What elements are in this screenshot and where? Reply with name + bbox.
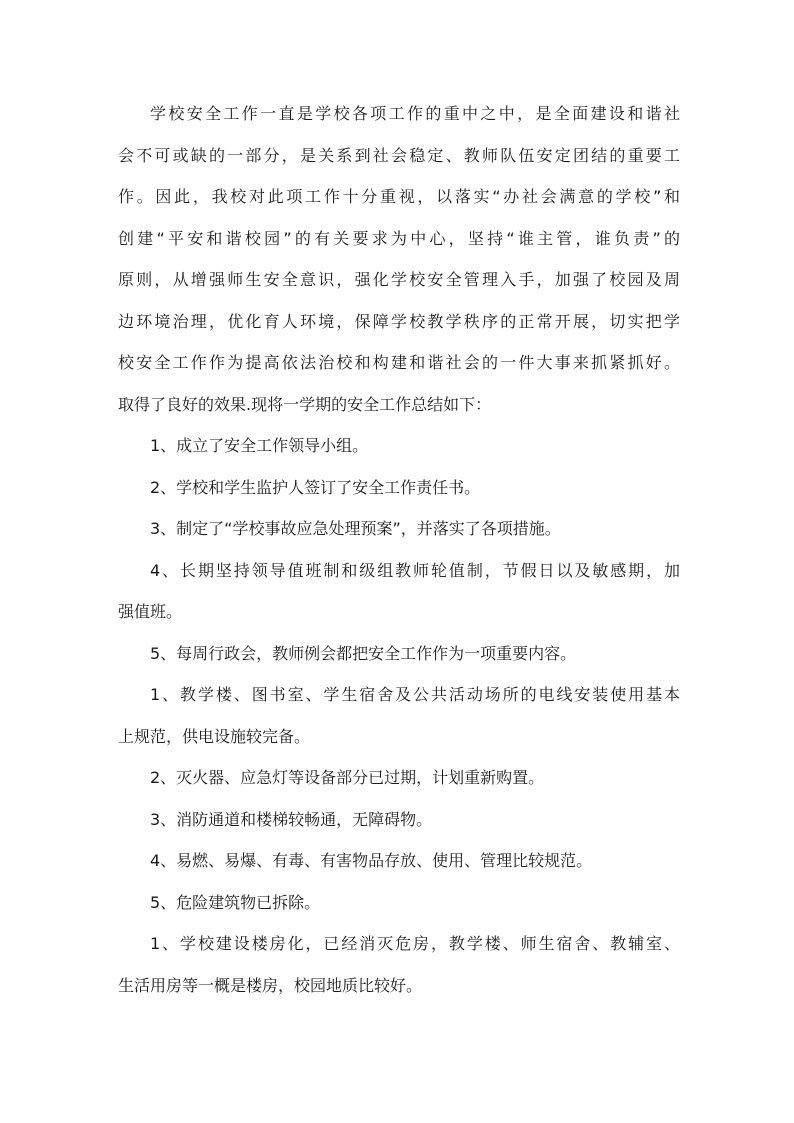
list-item	[118, 848, 680, 890]
list-item	[118, 516, 680, 558]
list-item-text: 2、学校和学生监护人签订了安全工作责任书。	[150, 477, 481, 497]
text-line: 取得了良好的效果.现将一学期的安全工作总结如下：	[118, 394, 492, 414]
list-item	[118, 890, 680, 932]
text-line: 作。因此，我校对此项工作十分重视，以落实“办社会满意的学校”和	[118, 187, 680, 206]
list-item-text: 4、易燃、易爆、有毒、有害物品存放、使用、管理比较规范。	[150, 851, 593, 870]
list-item-text: 1、成立了安全工作领导小组。	[150, 436, 369, 455]
list-item-text: 5、每周行政会，教师例会都把安全工作作为一项重要内容。	[150, 643, 577, 663]
list-item	[118, 807, 680, 849]
list-item-text: 3、制定了“学校事故应急处理预案”，并落实了各项措施。	[150, 519, 561, 538]
list-item-text: 强值班。	[118, 602, 183, 621]
text-line: 会不可或缺的一部分，是关系到社会稳定、教师队伍安定团结的重要工	[118, 145, 680, 165]
list-item	[118, 641, 680, 683]
text-line: 校安全工作作为提高依法治校和构建和谐社会的一件大事来抓紧抓好。	[118, 353, 680, 372]
list-item-text: 1、教学楼、图书室、学生宿舍及公共活动场所的电线安装使用基本	[150, 685, 680, 704]
list-item	[118, 475, 680, 517]
document-body	[118, 101, 680, 1014]
list-item	[118, 682, 680, 765]
list-item-text: 4、长期坚持领导值班制和级组教师轮值制，节假日以及敏感期，加	[150, 560, 680, 580]
list-item-text: 3、消防通道和楼梯较畅通，无障碍物。	[150, 809, 433, 829]
intro-paragraph	[118, 101, 680, 433]
text-line: 边环境治理，优化育人环境，保障学校教学秩序的正常开展，切实把学	[118, 311, 680, 331]
list-item-text: 上规范，供电设施较完备。	[118, 726, 311, 746]
list-item	[118, 558, 680, 641]
text-line: 学校安全工作一直是学校各项工作的重中之中，是全面建设和谐社	[150, 104, 680, 123]
list-item	[118, 433, 680, 475]
list-item	[118, 765, 680, 807]
list-item-text: 2、灭火器、应急灯等设备部分已过期，计划重新购置。	[150, 768, 545, 787]
text-line: 创建“平安和谐校园”的有关要求为中心，坚持“谁主管，谁负责”的	[118, 228, 680, 248]
list-item	[118, 931, 680, 1014]
list-item-text: 生活用房等一概是楼房，校园地质比较好。	[118, 975, 423, 995]
list-item-text: 5、危险建筑物已拆除。	[150, 892, 321, 912]
text-line: 原则，从增强师生安全意识，强化学校安全管理入手，加强了校园及周	[118, 270, 680, 289]
list-item-text: 1、学校建设楼房化，已经消灭危房，教学楼、师生宿舍、教辅室、	[150, 934, 680, 953]
